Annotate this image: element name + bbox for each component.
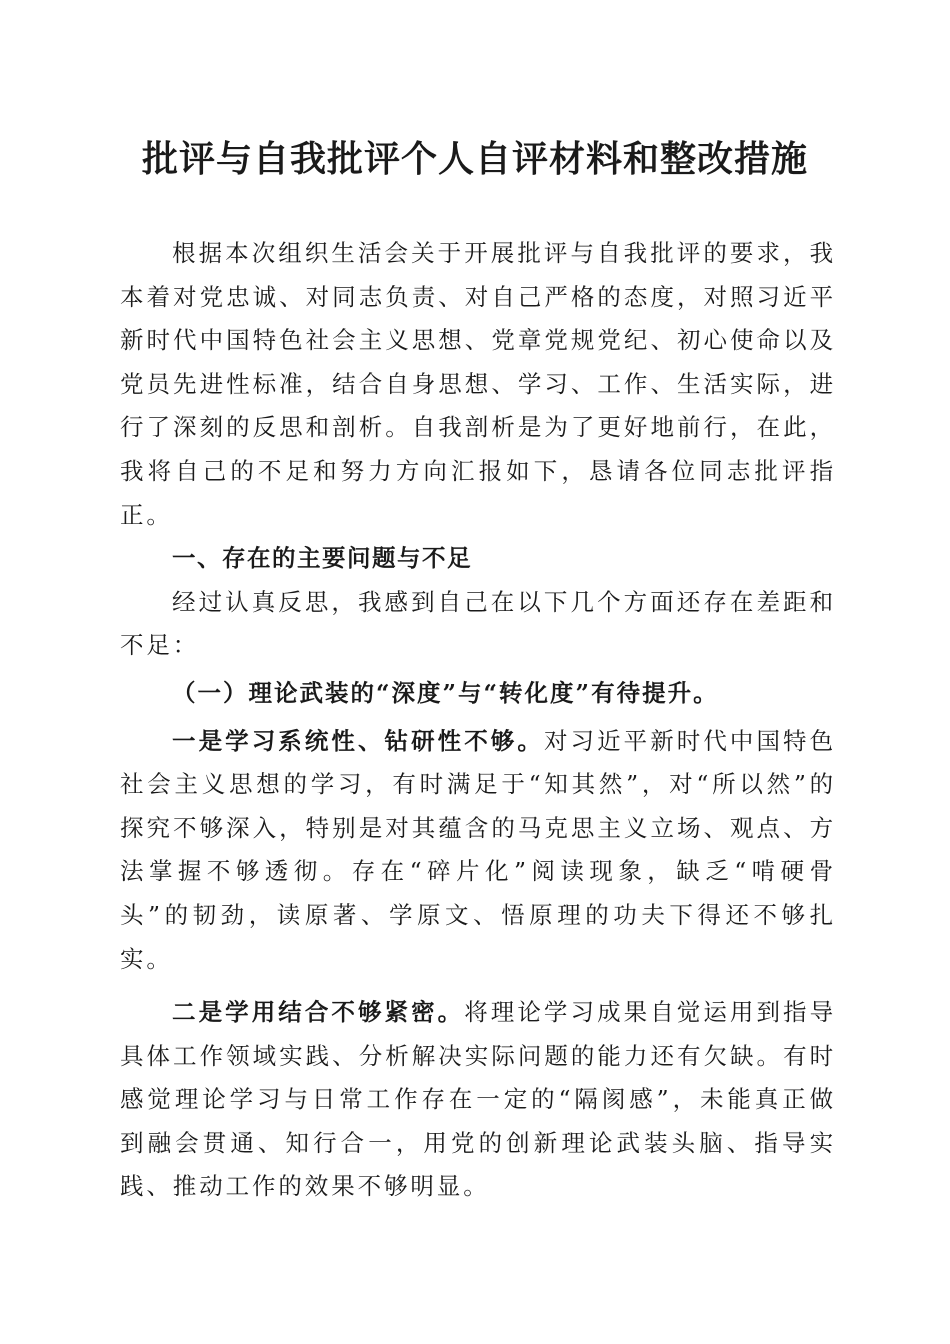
point-one-text: 对习近平新时代中国特色社会主义思想的学习，有时满足于“知其然”，对“所以然”的探究不够深入，特别是对其蕴含的马克思主义立场、观点、方法掌握不够透彻。存在“碎片化”阅读现象，缺乏“啃硬骨头”的韧劲，读原著、学原文、悟原理的功夫下得还不够扎实。 — [120, 726, 836, 973]
point-one-paragraph — [120, 720, 836, 982]
section-intro-paragraph: 经过认真反思，我感到自己在以下几个方面还存在差距和不足： — [120, 587, 836, 660]
subsection-heading: （一）理论武装的“深度”与“转化度”有待提升。 — [172, 678, 719, 707]
document-body — [120, 232, 836, 1209]
point-two-lead: 二是学用结合不够紧密。 — [172, 998, 465, 1027]
document-title: 批评与自我批评个人自评材料和整改措施 — [141, 139, 808, 180]
point-two-paragraph — [120, 991, 836, 1209]
intro-paragraph: 根据本次组织生活会关于开展批评与自我批评的要求，我本着对党忠诚、对同志负责、对自己严格的态度，对照习近平新时代中国特色社会主义思想、党章党规党纪、初心使命以及党员先进性标准，结合自身思想、学习、工作、生活实际，进行了深刻的反思和剖析。自我剖析是为了更好地前行，在此，我将自己的不足和努力方向汇报如下，恳请各位同志批评指正。 — [120, 239, 836, 529]
section-heading: 一、存在的主要问题与不足 — [172, 544, 472, 573]
point-two-text: 将理论学习成果自觉运用到指导具体工作领域实践、分析解决实际问题的能力还有欠缺。有时感觉理论学习与日常工作存在一定的“隔阂感”，未能真正做到融会贯通、知行合一，用党的创新理论武装头脑、指导实践、推动工作的效果不够明显。 — [120, 998, 836, 1201]
point-one-lead: 一是学习系统性、钻研性不够。 — [172, 726, 544, 755]
